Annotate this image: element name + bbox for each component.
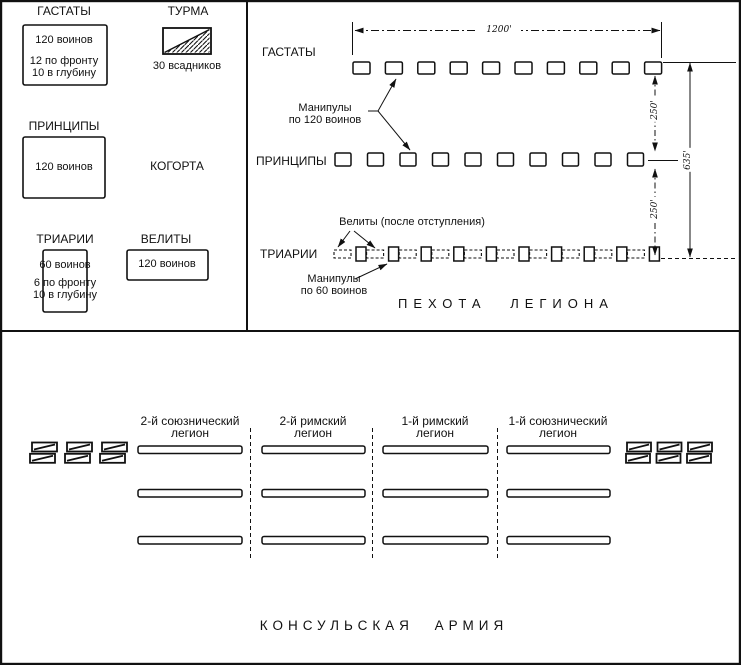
legend-triarii-front: 6 по фронту <box>33 277 97 289</box>
triarii-maniple-box <box>617 247 627 261</box>
legion-line-bar <box>383 446 488 454</box>
dimension-total-depth: 635' <box>683 150 693 170</box>
legion-label-1-line1: 2-й союзнический <box>140 414 240 428</box>
velites-position-box <box>595 250 612 258</box>
triarii-maniple-box <box>356 247 366 261</box>
legion-label-3-line1: 1-й римский <box>401 414 469 428</box>
dimension-front-width: 1200' <box>477 25 521 35</box>
hastati-maniple-box <box>353 62 370 74</box>
hastati-maniple-box <box>547 62 564 74</box>
legend-cohort-title: КОГОРТА <box>150 159 204 173</box>
velites-position-box <box>562 250 579 258</box>
legion-label-1-line2: легион <box>170 426 210 440</box>
triarii-maniple-box <box>421 247 431 261</box>
note-maniples-60-line1: Манипулы <box>307 273 361 285</box>
turma-icon-diagonal <box>629 445 649 450</box>
triarii-maniple-box <box>454 247 464 261</box>
principes-maniple-box <box>368 153 384 166</box>
infantry-title: ПЕХОТА ЛЕГИОНА <box>398 296 614 311</box>
note-velites: Велиты (после отступления) <box>339 216 485 228</box>
legend-triarii-strength: 60 воинов <box>39 259 91 271</box>
legion-label-4-line1: 1-й союзнический <box>508 414 608 428</box>
velites-position-box <box>464 250 481 258</box>
row-label-hastati: ГАСТАТЫ <box>262 45 316 59</box>
hastati-maniple-box <box>418 62 435 74</box>
principes-maniple-box <box>628 153 644 166</box>
legend-triarii-depth: 10 в глубину <box>32 289 98 301</box>
principes-maniple-box <box>400 153 416 166</box>
row-label-triarii: ТРИАРИИ <box>260 247 318 261</box>
legend-velites-strength: 120 воинов <box>138 258 196 270</box>
legend-principes-strength: 120 воинов <box>35 161 93 173</box>
hastati-maniple-box <box>385 62 402 74</box>
velites-position-box <box>367 250 384 258</box>
hastati-maniple-box <box>450 62 467 74</box>
note-maniples-60-line2: по 60 воинов <box>300 285 368 297</box>
triarii-maniple-box <box>649 247 659 261</box>
leader-maniples-120-to-principes <box>378 111 410 150</box>
legend-hastati-front: 12 по фронту <box>29 55 99 67</box>
hastati-maniple-box <box>483 62 500 74</box>
legion-line-bar <box>138 446 242 454</box>
leader-velites-2 <box>354 231 375 248</box>
turma-icon-diagonal <box>104 445 125 450</box>
hastati-maniple-box <box>645 62 662 74</box>
hastati-maniple-box <box>515 62 532 74</box>
leader-velites-1 <box>338 231 350 247</box>
legion-line-bar <box>138 537 242 545</box>
dimension-gap-2: 250' <box>650 199 660 219</box>
turma-icon-diagonal <box>690 445 710 450</box>
legion-label-2-line1: 2-й римский <box>279 414 347 428</box>
legend-velites-title: ВЕЛИТЫ <box>140 232 192 246</box>
legion-line-bar <box>383 490 488 498</box>
velites-position-box <box>627 250 644 258</box>
velites-position-box <box>399 250 416 258</box>
turma-icon-diagonal <box>34 445 55 450</box>
legend-hastati-depth: 10 в глубину <box>31 67 97 79</box>
turma-icon-diagonal <box>660 445 680 450</box>
legend-turma-title: ТУРМА <box>167 4 209 18</box>
note-maniples-120-line2: по 120 воинов <box>288 114 362 126</box>
principes-maniple-box <box>530 153 546 166</box>
velites-position-box <box>432 250 449 258</box>
principes-maniple-box <box>433 153 449 166</box>
legend-triarii-title: ТРИАРИИ <box>36 232 94 246</box>
velites-position-box <box>497 250 514 258</box>
principes-maniple-box <box>595 153 611 166</box>
legend-principes-title: ПРИНЦИПЫ <box>28 119 100 133</box>
turma-icon-diagonal <box>659 456 679 461</box>
legion-label-4-line2: легион <box>538 426 578 440</box>
legend-hastati-strength: 120 воинов <box>35 34 93 46</box>
legion-label-2-line2: легион <box>293 426 333 440</box>
triarii-maniple-box <box>486 247 496 261</box>
legend-turma-strength: 30 всадников <box>152 60 222 72</box>
legion-line-bar <box>507 446 610 454</box>
dimension-gap-1: 250' <box>650 100 660 120</box>
principes-maniple-box <box>563 153 579 166</box>
turma-icon-diagonal <box>689 456 709 461</box>
legion-line-bar <box>262 537 365 545</box>
legion-line-bar <box>262 446 365 454</box>
note-maniples-120-line1: Манипулы <box>298 102 352 114</box>
legend-hastati-title: ГАСТАТЫ <box>37 4 91 18</box>
legion-line-bar <box>507 537 610 545</box>
legion-line-bar <box>507 490 610 498</box>
legion-label-3-line2: легион <box>415 426 455 440</box>
turma-icon-diagonal <box>32 456 53 461</box>
turma-icon-diagonal <box>67 456 88 461</box>
turma-icon-diagonal <box>628 456 648 461</box>
hastati-maniple-box <box>580 62 597 74</box>
triarii-maniple-box <box>519 247 529 261</box>
turma-icon-diagonal <box>102 456 123 461</box>
legion-line-bar <box>383 537 488 545</box>
principes-maniple-box <box>465 153 481 166</box>
legion-line-bar <box>262 490 365 498</box>
principes-maniple-box <box>498 153 514 166</box>
leader-maniples-120-to-hastati <box>378 79 396 111</box>
turma-icon-diagonal <box>69 445 90 450</box>
velites-position-box <box>530 250 547 258</box>
triarii-maniple-box <box>389 247 399 261</box>
triarii-maniple-box <box>552 247 562 261</box>
legion-line-bar <box>138 490 242 498</box>
triarii-maniple-box <box>584 247 594 261</box>
hastati-maniple-box <box>612 62 629 74</box>
row-label-principes: ПРИНЦИПЫ <box>256 154 327 168</box>
outer-border <box>1 1 740 664</box>
army-title: КОНСУЛЬСКАЯ АРМИЯ <box>259 618 509 633</box>
